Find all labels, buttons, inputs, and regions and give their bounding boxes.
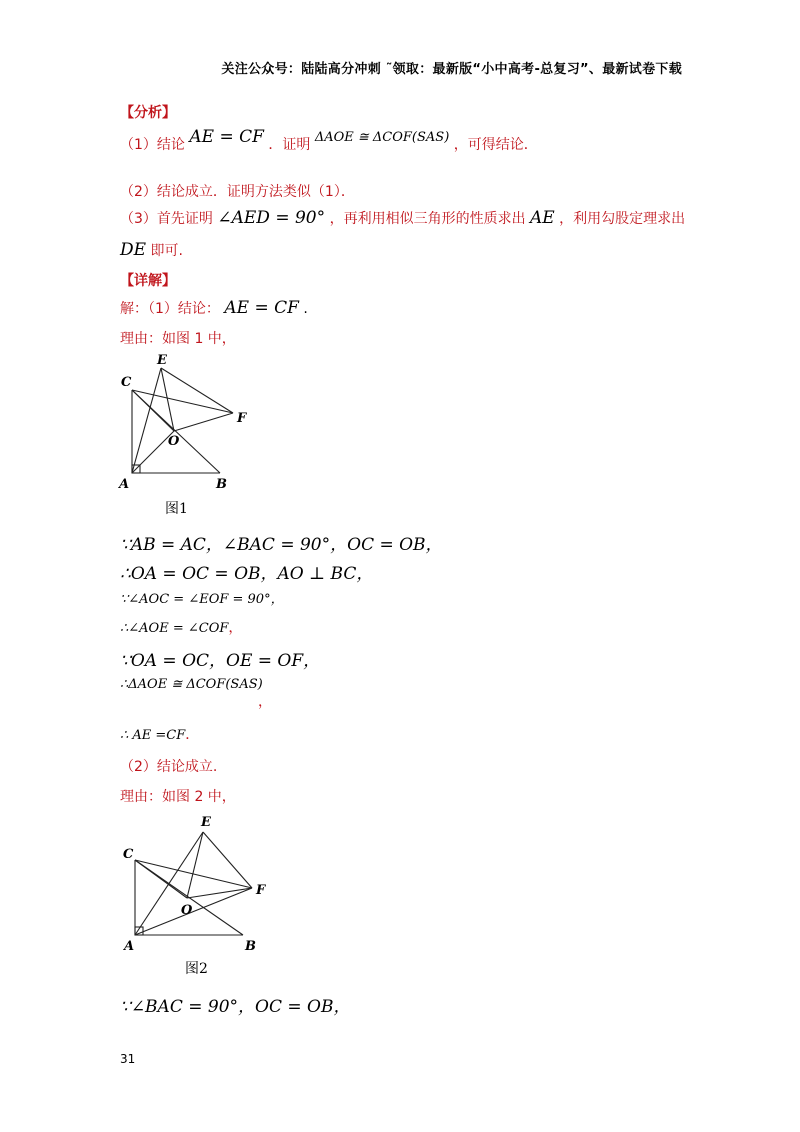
fig1-label-f: F [237,411,247,426]
analysis-p3-formula: ∠AED = 90° [217,208,326,228]
fig1-label-c: C [121,375,132,390]
step-2-1: ∵∠BAC = 90°，OC = OB， [120,997,351,1017]
analysis-p3-prefix: （3）首先证明 [120,211,213,227]
fig2-label-a: A [124,939,135,954]
figure-1-diagram [115,350,285,495]
detail-solution-formula: AE = CF [224,298,299,318]
detail-reason2: 理由：如图 2 中， [120,789,236,805]
fig2-label-f: F [256,883,266,898]
step-1-6: ∴ΔAOE ≅ ΔCOF(SAS) [120,677,263,692]
step-1-7: ∴ AE =CF． [120,727,200,743]
analysis-p3b [120,240,183,260]
analysis-p3 [120,208,685,228]
fig1-label-b: B [216,477,227,492]
figure-2-diagram [115,810,285,955]
fig2-label-e: E [201,815,211,830]
analysis-p1 [120,127,538,154]
analysis-title: 【分析】 [120,105,176,121]
analysis-p1-formula: AE = CF [189,127,264,147]
fig2-label-b: B [245,939,256,954]
fig2-label-o: O [181,903,193,918]
analysis-p1-suffix: ，可得结论． [453,137,538,153]
fig1-label-a: A [119,477,130,492]
step-1-3: ∵∠AOC = ∠EOF = 90°， [120,592,284,607]
step-1-1: ∵AB = AC，∠BAC = 90°，OC = OB， [120,535,443,555]
analysis-p3b-suffix: 即可. [150,243,183,259]
detail-solution-prefix: 解：（1）结论： [120,301,220,317]
page-number: 31 [120,1052,136,1066]
detail-solution [120,298,308,318]
detail-part2: （2）结论成立. [120,759,218,775]
step-1-2: ∴OA = OC = OB，AO ⊥ BC， [120,564,374,584]
detail-reason1: 理由：如图 1 中， [120,331,236,347]
page-header: 关注公众号：陆陆高分冲刺 ˜领取：最新版“小中高考-总复习”、最新试卷下载 [221,62,682,77]
fig2-label-c: C [123,847,134,862]
figure-2-caption: 图2 [185,961,208,977]
step-1-4: ∴∠AOE = ∠COF， [120,620,243,636]
fig1-label-e: E [157,353,167,368]
analysis-p1-formula2: ΔAOE ≅ ΔCOF(SAS) [314,130,450,145]
analysis-p3-formula2: AE [530,208,555,228]
analysis-p2: （2）结论成立．证明方法类似（1）． [120,184,355,200]
fig1-label-o: O [168,434,180,449]
analysis-p3b-formula: DE [120,240,147,260]
detail-title: 【详解】 [120,273,176,289]
step-1-5: ∵OA = OC，OE = OF， [120,651,321,671]
figure-1-caption: 图1 [165,501,188,517]
analysis-p1-mid: ．证明 [268,137,311,153]
analysis-p1-prefix: （1）结论 [120,137,185,153]
analysis-p3-mid: ，再利用相似三角形的性质求出 [329,211,526,227]
step-1-6-comma: ， [258,694,272,710]
analysis-p3-suffix: ，利用勾股定理求出 [559,211,686,227]
detail-solution-suffix: . [303,301,308,317]
